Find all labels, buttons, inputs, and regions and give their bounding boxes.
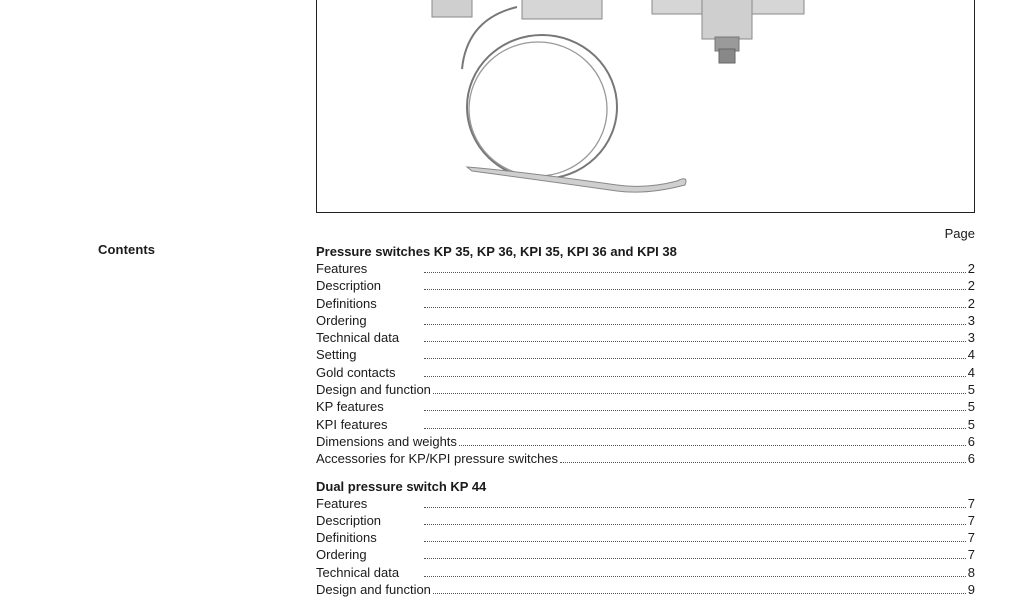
toc-entry-label: Definitions — [316, 530, 377, 546]
dot-leader — [424, 507, 966, 508]
toc-entry-page: 7 — [967, 530, 975, 546]
dot-leader — [459, 445, 966, 446]
toc-entry-label: Features — [316, 495, 368, 511]
toc-entry-label: Features — [316, 261, 368, 276]
toc-entry-page: 9 — [967, 582, 975, 598]
toc-entry — [316, 277, 975, 294]
dot-leader — [424, 289, 966, 290]
dot-leader — [424, 324, 966, 325]
dot-leader — [424, 558, 966, 559]
toc-entry-page: 7 — [967, 547, 975, 563]
toc-entry — [316, 295, 975, 312]
dot-leader — [433, 393, 966, 394]
toc-entry — [316, 450, 975, 467]
toc-entry — [316, 398, 975, 415]
toc-entry — [316, 416, 975, 433]
toc-entry-page: 3 — [967, 330, 975, 346]
toc-entry-page: 4 — [967, 364, 975, 380]
dot-leader — [424, 376, 966, 377]
toc-entry — [316, 546, 975, 563]
section-title: Dual pressure switch KP 44 — [316, 478, 487, 494]
toc-entry — [316, 312, 975, 329]
toc-entry — [316, 364, 975, 381]
toc-entry-page: 3 — [967, 312, 975, 328]
toc-entry-page: 6 — [967, 433, 975, 449]
toc-entry-label: Setting — [316, 347, 357, 363]
toc-entry — [316, 260, 975, 277]
dot-leader — [424, 541, 966, 542]
toc-entry — [316, 529, 975, 546]
toc-entry — [316, 512, 975, 529]
toc-entry-label: Ordering — [316, 547, 367, 563]
toc-entry-label: Definitions — [316, 295, 377, 311]
toc-entry — [316, 433, 975, 450]
product-photo-frame — [316, 0, 975, 213]
toc-entry-page: 2 — [967, 261, 975, 276]
dot-leader — [424, 428, 966, 429]
toc-entry-label: Technical data — [316, 330, 400, 346]
toc-entry-page: 5 — [967, 382, 975, 398]
toc-entry — [316, 495, 975, 512]
toc-entry-label: Design and function — [316, 582, 431, 598]
dot-leader — [424, 576, 966, 577]
contents-heading: Contents — [98, 242, 156, 257]
toc-entry-label: KP features — [316, 399, 384, 415]
toc-entry-label: Description — [316, 278, 382, 294]
toc-entry-page: 5 — [967, 416, 975, 432]
dot-leader — [424, 272, 966, 273]
toc-entry-label: Accessories for KP/KPI pressure switches — [316, 451, 559, 467]
dot-leader — [424, 341, 966, 342]
dot-leader — [424, 307, 966, 308]
toc-entry — [316, 329, 975, 346]
page-column-label: Page — [944, 226, 975, 241]
pressure-switch-photo — [317, 0, 975, 213]
toc-entry-label: Design and function — [316, 382, 431, 398]
toc-entry-page: 4 — [967, 347, 975, 363]
dot-leader — [560, 462, 966, 463]
dot-leader — [433, 593, 966, 594]
toc-entry-page: 5 — [967, 399, 975, 415]
toc-entry-label: Ordering — [316, 312, 367, 328]
dot-leader — [424, 410, 966, 411]
toc-section — [316, 478, 975, 599]
section-title: Pressure switches KP 35, KP 36, KPI 35, KPI 36 and KPI 38 — [316, 244, 677, 259]
toc-entry-page: 7 — [967, 512, 975, 528]
toc-entry-page: 6 — [967, 451, 975, 467]
table-of-contents — [316, 243, 975, 598]
toc-entry-label: Dimensions and weights — [316, 433, 457, 449]
toc-entry-label: Description — [316, 512, 382, 528]
toc-entry-label: Technical data — [316, 564, 400, 580]
dot-leader — [424, 358, 966, 359]
toc-entry-page: 7 — [967, 495, 975, 511]
toc-entry-page: 2 — [967, 278, 975, 294]
toc-entry-page: 8 — [967, 564, 975, 580]
dot-leader — [424, 524, 966, 525]
toc-entry-page: 2 — [967, 295, 975, 311]
toc-entry — [316, 381, 975, 398]
toc-section — [316, 243, 975, 468]
toc-entry-label: Gold contacts — [316, 364, 396, 380]
toc-entry — [316, 564, 975, 581]
toc-entry — [316, 346, 975, 363]
toc-entry — [316, 581, 975, 598]
toc-entry-label: KPI features — [316, 416, 388, 432]
